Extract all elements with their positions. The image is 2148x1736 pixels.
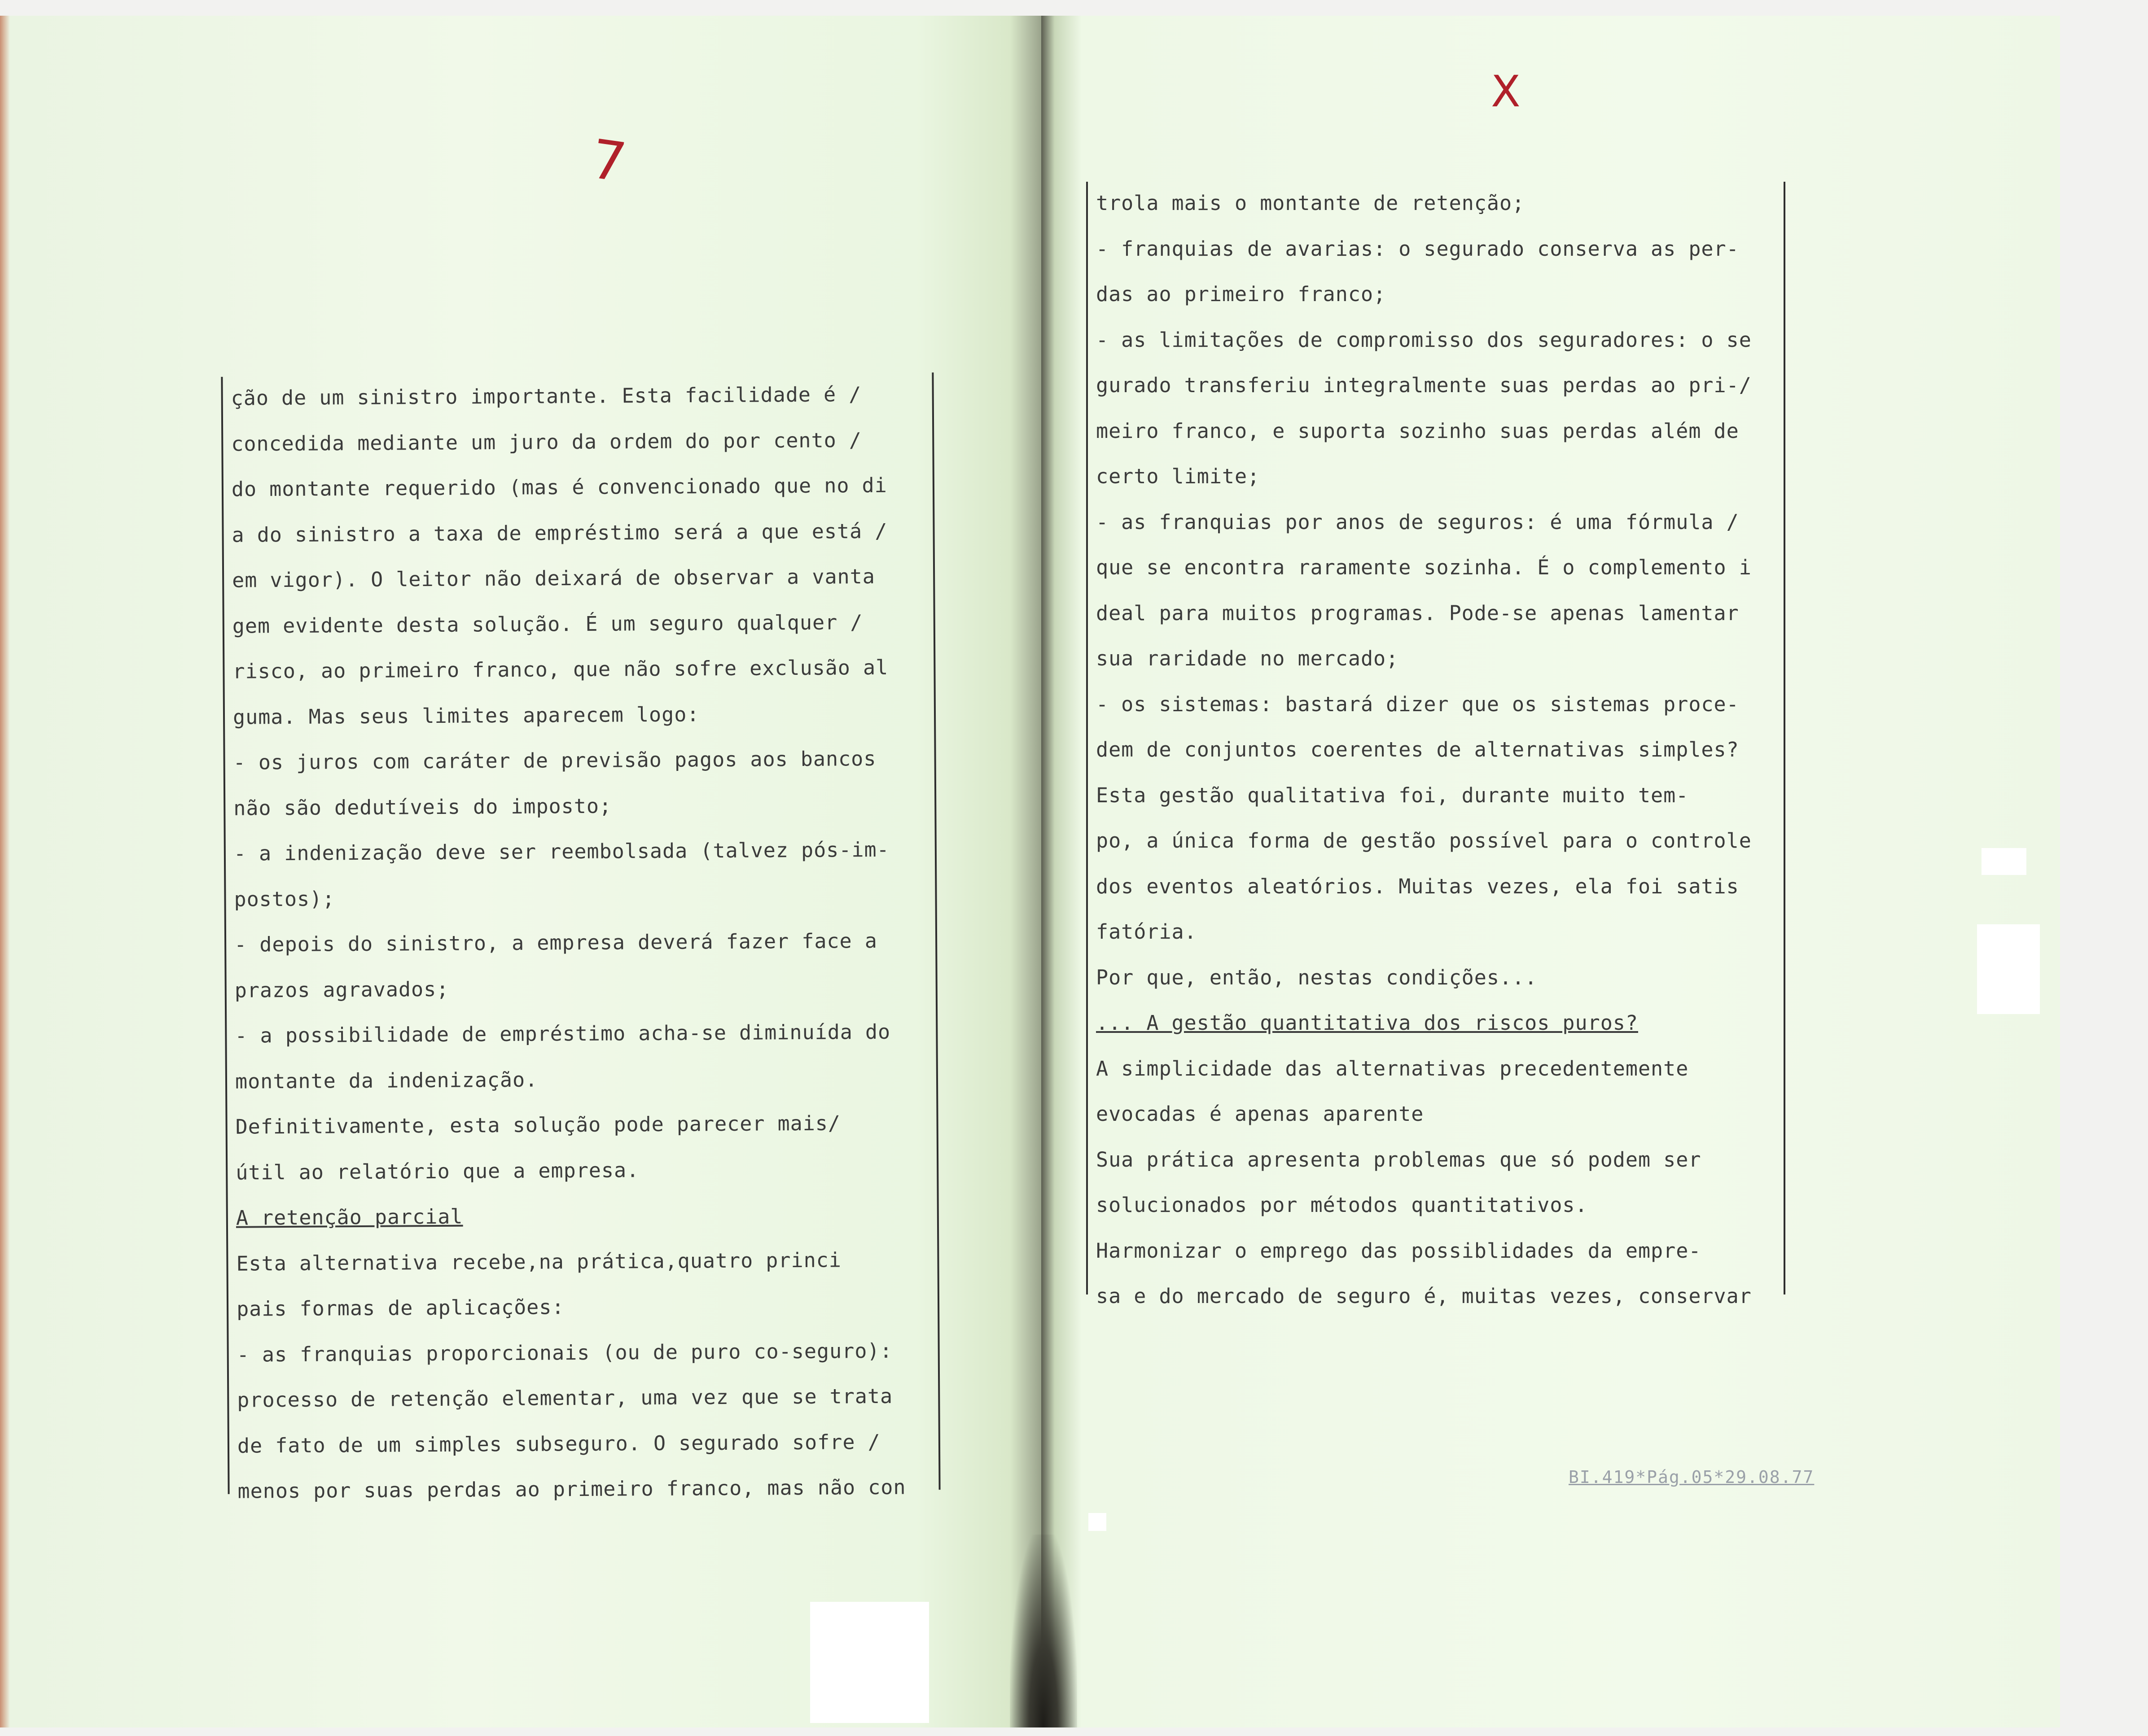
- right-text-block: [1086, 182, 1785, 1308]
- text-line: útil ao relatório que a empresa.: [236, 1158, 640, 1185]
- text-line: de fato de um simples subseguro. O segurado sofre /: [237, 1430, 881, 1458]
- text-line: - a possibilidade de empréstimo acha-se diminuída do: [235, 1019, 891, 1048]
- text-line: do montante requerido (mas é convencionado que no di: [231, 473, 887, 501]
- text-line: po, a única forma de gestão possível para o controle: [1096, 829, 1752, 853]
- text-line: que se encontra raramente sozinha. É o complemento i: [1096, 555, 1752, 579]
- text-line: em vigor). O leitor não deixará de observar a vanta: [232, 564, 876, 592]
- text-line: A retenção parcial: [236, 1204, 463, 1230]
- text-line: - os sistemas: bastará dizer que os sistemas proce-: [1096, 692, 1739, 716]
- text-line: gurado transferiu integralmente suas perdas ao pri-/: [1096, 373, 1752, 397]
- text-line: guma. Mas seus limites aparecem logo:: [232, 702, 700, 729]
- text-line: evocadas é apenas aparente: [1096, 1102, 1424, 1126]
- text-line: sua raridade no mercado;: [1096, 647, 1399, 670]
- text-line: - as franquias por anos de seguros: é uma fórmula /: [1096, 510, 1739, 534]
- text-line: risco, ao primeiro franco, que não sofre exclusão al: [232, 655, 889, 683]
- gutter-shadow: [1010, 1535, 1077, 1727]
- text-line: ção de um sinistro importante. Esta facilidade é /: [231, 382, 862, 410]
- text-line: a do sinistro a taxa de empréstimo será a que está /: [232, 519, 888, 547]
- text-line: fatória.: [1096, 920, 1197, 944]
- text-line: - franquias de avarias: o segurado conserva as per-: [1096, 236, 1739, 261]
- text-line: postos);: [234, 886, 335, 911]
- text-line: montante da indenização.: [235, 1067, 538, 1093]
- text-line: - as limitações de compromisso dos seguradores: o se: [1096, 328, 1752, 352]
- text-line: - depois do sinistro, a empresa deverá fazer face a: [234, 928, 877, 957]
- text-line: - as franquias proporcionais (ou de puro co-seguro):: [237, 1338, 893, 1367]
- left-handwritten-mark: 7: [587, 128, 630, 195]
- text-line: certo limite;: [1096, 464, 1260, 488]
- scan-patch: [1977, 924, 2040, 1014]
- scan-patch: [810, 1602, 929, 1723]
- text-line: concedida mediante um juro da ordem do por cento /: [231, 428, 862, 456]
- text-line: processo de retenção elementar, uma vez que se trata: [237, 1384, 893, 1412]
- text-line: - a indenização deve ser reembolsada (talvez pós-im-: [233, 837, 890, 866]
- right-handwritten-mark: X: [1491, 66, 1521, 117]
- text-line: dos eventos aleatórios. Muitas vezes, ela foi satis: [1096, 874, 1739, 898]
- text-line: menos por suas perdas ao primeiro franco, mas não con: [237, 1475, 906, 1503]
- text-line: dem de conjuntos coerentes de alternativas simples?: [1096, 738, 1739, 761]
- scan-patch: [1088, 1513, 1106, 1531]
- text-line: Esta alternativa recebe,na prática,quatro princi: [236, 1247, 842, 1276]
- text-line: gem evidente desta solução. É um seguro qualquer /: [232, 610, 863, 638]
- left-text-block: [221, 372, 940, 1503]
- text-line: prazos agravados;: [234, 977, 449, 1002]
- text-line: trola mais o montante de retenção;: [1096, 191, 1525, 215]
- text-line: Harmonizar o emprego das possiblidades da empre-: [1096, 1238, 1701, 1263]
- text-line: das ao primeiro franco;: [1096, 282, 1386, 306]
- text-line: Definitivamente, esta solução pode parecer mais/: [235, 1111, 841, 1139]
- text-line: solucionados por métodos quantitativos.: [1096, 1193, 1588, 1217]
- text-line: meiro franco, e suporta sozinho suas perdas além de: [1096, 419, 1739, 443]
- text-line: Esta gestão qualitativa foi, durante muito tem-: [1096, 783, 1689, 807]
- text-line: Por que, então, nestas condições...: [1096, 965, 1538, 989]
- text-line: - os juros com caráter de previsão pagos aos bancos: [233, 746, 877, 774]
- text-line: Sua prática apresenta problemas que só podem ser: [1096, 1147, 1701, 1172]
- page-stamp: BI.419*Pág.05*29.08.77: [1569, 1467, 1815, 1487]
- text-line: pais formas de aplicações:: [236, 1295, 565, 1321]
- text-line: A simplicidade das alternativas precedentemente: [1096, 1056, 1689, 1080]
- text-line: não são dedutíveis do imposto;: [233, 794, 612, 820]
- text-line: deal para muitos programas. Pode-se apenas lamentar: [1096, 601, 1739, 625]
- text-line: ... A gestão quantitativa dos riscos puros?: [1096, 1011, 1638, 1035]
- text-line: sa e do mercado de seguro é, muitas vezes, conservar: [1096, 1284, 1752, 1308]
- scan-patch: [1981, 848, 2026, 875]
